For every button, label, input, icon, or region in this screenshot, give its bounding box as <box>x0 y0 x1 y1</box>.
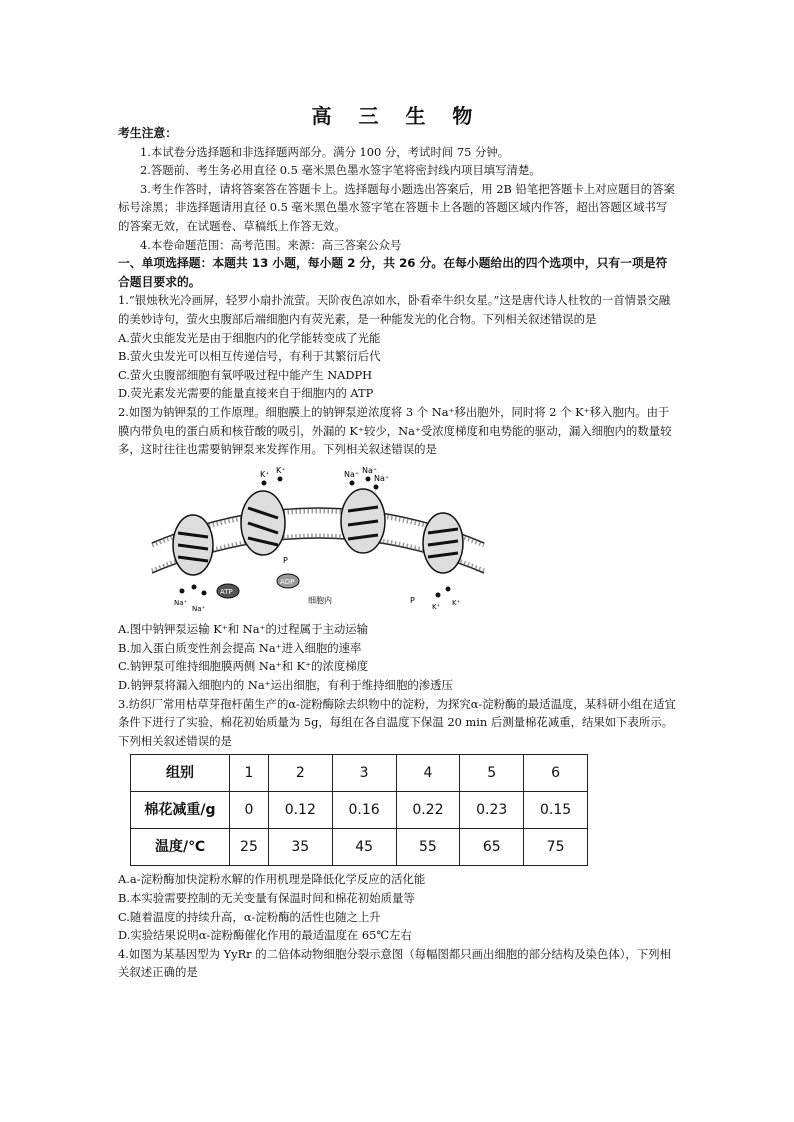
table-cell: 75 <box>524 829 588 866</box>
question-2-option: A.图中钠钾泵运输 K⁺和 Na⁺的过程属于主动运输 <box>118 622 369 637</box>
phosphate-label: P <box>410 595 415 605</box>
ion-label-na: Na⁺ <box>192 604 206 613</box>
question-3-stem: 3.纺织厂常用枯草芽孢杆菌生产的α-淀粉酶除去织物中的淀粉，为探究α-淀粉酶的最适温度，某科研小组在适宜条件下进行了实验，棉花初始质量为 5g，每组在各自温度下保温 20 min 后测量棉花减重，结果如下表所示。下列相关叙述错误的是 <box>118 696 676 748</box>
ion-label-k: K⁺ <box>260 469 270 479</box>
pump-protein <box>241 491 285 555</box>
section-heading: 一、单项选择题：本题共 13 小题，每小题 2 分，共 26 分。在每小题给出的四个选项中，只有一项是符合题目要求的。 <box>118 256 668 289</box>
atp-label: ATP <box>220 587 233 596</box>
table-cell: 0.12 <box>268 792 332 829</box>
ion-label-k: K⁺ <box>432 602 441 611</box>
table-cell: 3 <box>332 755 396 792</box>
sodium-ion <box>202 590 207 595</box>
notice-heading: 考生注意： <box>118 126 177 140</box>
page-title: 高 三 生 物 <box>311 104 483 128</box>
question-1-option: C.萤火虫腹部细胞有氧呼吸过程中能产生 NADPH <box>118 367 373 382</box>
table-cell: 2 <box>268 755 332 792</box>
sodium-ion <box>350 480 355 485</box>
ion-label-na: Na⁺ <box>374 473 390 483</box>
question-4-stem: 4.如图为某基因型为 YyRr 的二倍体动物细胞分裂示意图（每幅图都只画出细胞的部分结构及染色体），下列相关叙述正确的是 <box>118 946 671 980</box>
pump-protein <box>341 489 385 553</box>
question-3-option: D.实验结果说明α-淀粉酶催化作用的最适温度在 65℃左右 <box>118 928 412 943</box>
pump-protein <box>423 513 463 573</box>
table-row <box>131 829 588 866</box>
ion-label-na: Na⁺ <box>344 469 360 479</box>
question-2-stem: 2.如图为钠钾泵的工作原理。细胞膜上的钠钾泵逆浓度将 3 个 Na⁺移出胞外，同时将 2 个 K⁺移入胞内。由于膜内带负电的蛋白质和核苷酸的吸引，外漏的 K⁺较少，Na⁺受浓度梯度和电势能的驱动，漏入细胞内的数量较多，这时往往也需要钠钾泵来发挥作用。下列相关叙述错误的是 <box>118 404 672 457</box>
table-cell: 55 <box>396 829 460 866</box>
potassium-ion <box>436 592 441 597</box>
table-cell: 35 <box>268 829 332 866</box>
sodium-potassium-pump-figure <box>148 463 488 613</box>
question-2-option: D.钠钾泵将漏入细胞内的 Na⁺运出细胞，有利于维持细胞的渗透压 <box>118 678 453 693</box>
table-cell: 4 <box>396 755 460 792</box>
table-cell: 0.15 <box>524 792 588 829</box>
question-1-stem: 1.“银烛秋光冷画屏，轻罗小扇扑流萤。天阶夜色凉如水，卧看牵牛织女星。”这是唐代诗人杜牧的一首情景交融的美妙诗句，萤火虫腹部后端细胞内有荧光素，是一种能发光的化合物。下列相关叙述错误的是 <box>118 293 671 326</box>
ion-label-k: K⁺ <box>276 465 286 475</box>
notice-item: 1.本试卷分选择题和非选择题两部分。满分 100 分，考试时间 75 分钟。 <box>140 144 510 159</box>
enzyme-data-table <box>130 754 588 866</box>
table-cell: 0 <box>230 792 269 829</box>
question-3-option: A.a-淀粉酶加快淀粉水解的作用机理是降低化学反应的活化能 <box>118 872 426 887</box>
notice-item: 3.考生作答时，请将答案答在答题卡上。选择题每小题选出答案后，用 2B 铅笔把答题卡上对应题目的答案标号涂黑；非选择题请用直径 0.5 毫米黑色墨水签字笔在答题卡上各题的答题区域内作答，超出答题区域书写的答案无效，在试题卷、草稿纸上作答无效。 <box>118 181 675 233</box>
table-cell: 0.16 <box>332 792 396 829</box>
table-cell: 25 <box>230 829 269 866</box>
row-label: 棉花减重/g <box>131 792 230 829</box>
row-label: 组别 <box>131 755 230 792</box>
sodium-ion <box>192 584 197 589</box>
table-cell: 45 <box>332 829 396 866</box>
pump-protein <box>173 515 213 575</box>
potassium-ion <box>262 480 267 485</box>
ion-label-na: Na⁺ <box>174 598 188 607</box>
table-row <box>131 792 588 829</box>
table-cell: 5 <box>460 755 524 792</box>
ion-label-na: Na⁺ <box>362 465 378 475</box>
exam-content <box>118 124 678 982</box>
potassium-ion <box>446 586 451 591</box>
cell-interior-label: 细胞内 <box>308 595 332 605</box>
table-cell: 65 <box>460 829 524 866</box>
phosphate-label: P <box>283 555 288 565</box>
question-1-option: B.萤火虫发光可以相互传递信号，有利于其繁衍后代 <box>118 349 381 364</box>
table-cell: 6 <box>524 755 588 792</box>
notice-item: 4.本卷命题范围：高考范围。来源：高三答案公众号 <box>140 237 402 252</box>
potassium-ion <box>278 476 283 481</box>
sodium-ion <box>366 476 371 481</box>
question-3-option: C.随着温度的持续升高，α-淀粉酶的活性也随之上升 <box>118 909 381 924</box>
question-1-option: A.萤火虫能发光是由于细胞内的化学能转变成了光能 <box>118 330 381 345</box>
adp-label: ADP <box>280 577 295 586</box>
question-3-option: B.本实验需要控制的无关变量有保温时间和棉花初始质量等 <box>118 891 415 906</box>
question-2-option: C.钠钾泵可维持细胞膜两侧 Na⁺和 K⁺的浓度梯度 <box>118 659 369 674</box>
sodium-ion <box>180 588 185 593</box>
question-1-option: D.荧光素发光需要的能量直接来自于细胞内的 ATP <box>118 386 374 401</box>
sodium-ion <box>374 484 379 489</box>
table-cell: 0.23 <box>460 792 524 829</box>
table-cell: 1 <box>230 755 269 792</box>
table-cell: 0.22 <box>396 792 460 829</box>
notice-item: 2.答题前、考生务必用直径 0.5 毫米黑色墨水签字笔将密封线内项目填写清楚。 <box>140 163 541 178</box>
row-label: 温度/℃ <box>131 829 230 866</box>
ion-label-k: K⁺ <box>452 598 461 607</box>
question-2-option: B.加入蛋白质变性剂会提高 Na⁺进入细胞的速率 <box>118 640 362 655</box>
table-row <box>131 755 588 792</box>
